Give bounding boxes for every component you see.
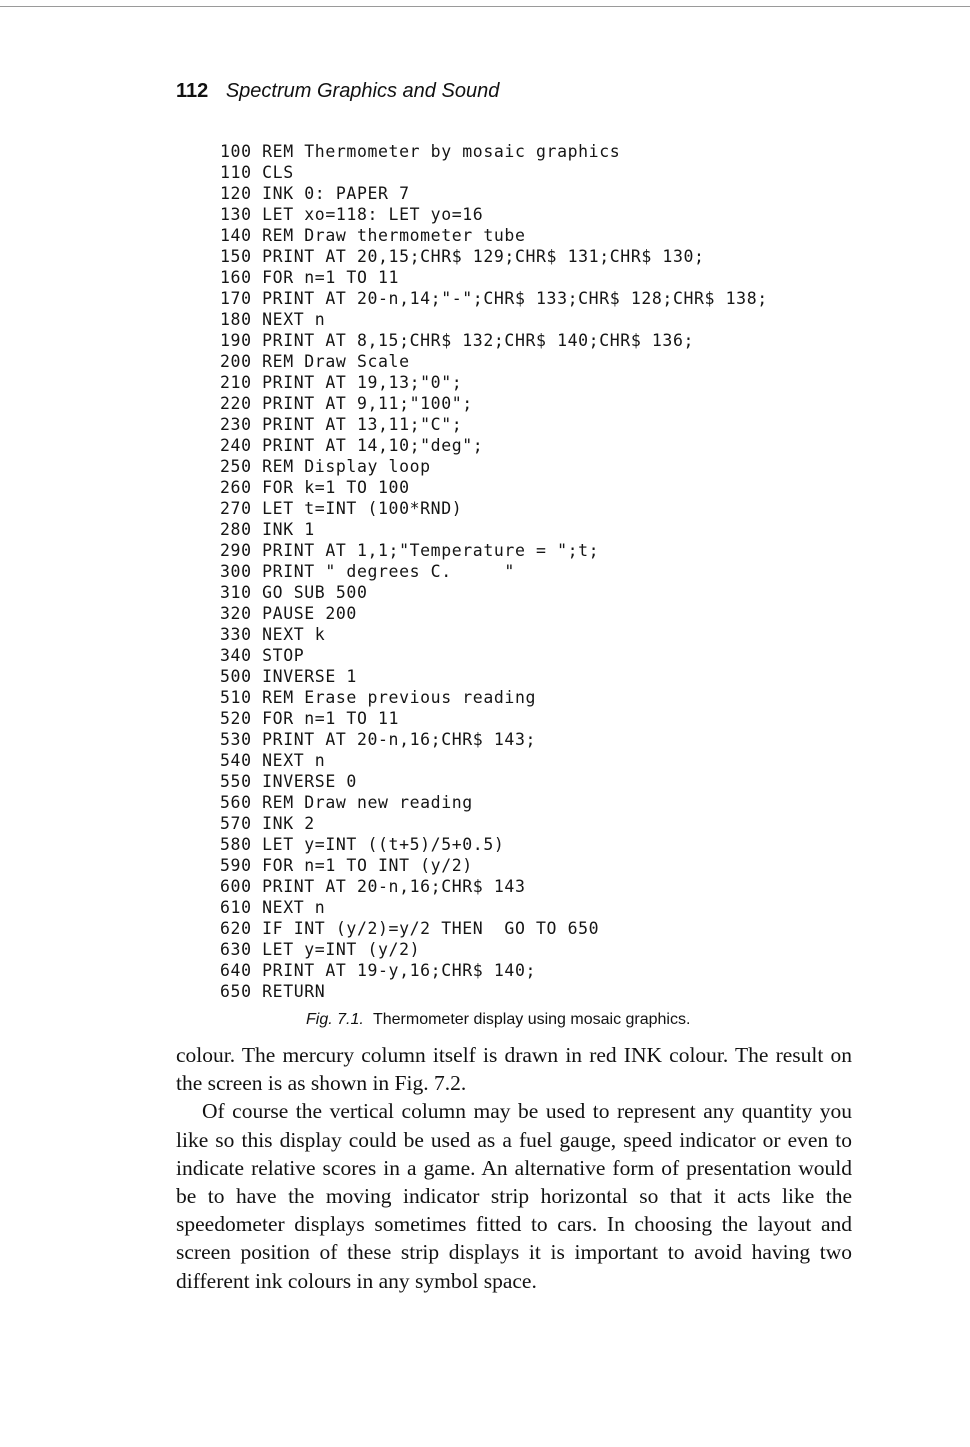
code-line: 620 IF INT (y/2)=y/2 THEN GO TO 650: [220, 919, 600, 938]
code-line: 540 NEXT n: [220, 751, 326, 770]
code-line: 150 PRINT AT 20,15;CHR$ 129;CHR$ 131;CHR$ 130;: [220, 247, 705, 266]
book-title: Spectrum Graphics and Sound: [225, 80, 500, 102]
code-line: 530 PRINT AT 20-n,16;CHR$ 143;: [220, 730, 537, 749]
code-line: 180 NEXT n: [220, 310, 326, 329]
top-rule: [0, 6, 970, 7]
program-listing: [220, 141, 768, 1002]
code-line: 130 LET xo=118: LET yo=16: [220, 205, 484, 224]
code-line: 550 INVERSE 0: [220, 772, 357, 791]
code-line: 260 FOR k=1 TO 100: [220, 478, 410, 497]
code-line: 170 PRINT AT 20-n,14;"-";CHR$ 133;CHR$ 128;CHR$ 138;: [220, 289, 768, 308]
code-line: 220 PRINT AT 9,11;"100";: [220, 394, 473, 413]
code-line: 280 INK 1: [220, 520, 315, 539]
code-line: 330 NEXT k: [220, 625, 326, 644]
code-line: 640 PRINT AT 19-y,16;CHR$ 140;: [220, 961, 537, 980]
code-line: 520 FOR n=1 TO 11: [220, 709, 400, 728]
code-line: 210 PRINT AT 19,13;"0";: [220, 373, 463, 392]
running-head: [176, 80, 499, 103]
code-line: 100 REM Thermometer by mosaic graphics: [220, 142, 621, 161]
code-line: 630 LET y=INT (y/2): [220, 940, 421, 959]
figure-caption-text: Thermometer display using mosaic graphics.: [372, 1011, 691, 1028]
code-line: 200 REM Draw Scale: [220, 352, 410, 371]
code-line: 240 PRINT AT 14,10;"deg";: [220, 436, 484, 455]
code-line: 610 NEXT n: [220, 898, 326, 917]
code-line: 500 INVERSE 1: [220, 667, 357, 686]
paragraph-continued: colour. The mercury column itself is drawn in red INK colour. The result on the screen is as shown in Fig. 7.2.: [176, 1043, 852, 1096]
code-line: 510 REM Erase previous reading: [220, 688, 537, 707]
code-line: 160 FOR n=1 TO 11: [220, 268, 400, 287]
code-line: 340 STOP: [220, 646, 305, 665]
code-line: 190 PRINT AT 8,15;CHR$ 132;CHR$ 140;CHR$ 136;: [220, 331, 695, 350]
code-line: 600 PRINT AT 20-n,16;CHR$ 143: [220, 877, 526, 896]
code-line: 320 PAUSE 200: [220, 604, 357, 623]
code-line: 120 INK 0: PAPER 7: [220, 184, 410, 203]
code-line: 650 RETURN: [220, 982, 326, 1001]
paragraph-alternative-uses: Of course the vertical column may be used to represent any quantity you like so this display could be used as a fuel gauge, speed indicator or even to indicate relative scores in a game. An alternative form of presentation would be to have the moving indicator strip horizontal so that it acts like the speedometer displays sometimes fitted to cars. In choosing the layout and screen position of these strip displays it is important to avoid having two different ink colours in any symbol space.: [176, 1099, 852, 1293]
code-line: 270 LET t=INT (100*RND): [220, 499, 463, 518]
code-line: 590 FOR n=1 TO INT (y/2): [220, 856, 473, 875]
code-line: 290 PRINT AT 1,1;"Temperature = ";t;: [220, 541, 600, 560]
code-line: 140 REM Draw thermometer tube: [220, 226, 526, 245]
code-line: 310 GO SUB 500: [220, 583, 368, 602]
code-line: 250 REM Display loop: [220, 457, 431, 476]
code-line: 580 LET y=INT ((t+5)/5+0.5): [220, 835, 505, 854]
figure-caption: [306, 1011, 690, 1029]
page-number: 112: [176, 80, 209, 102]
code-line: 230 PRINT AT 13,11;"C";: [220, 415, 463, 434]
code-line: 560 REM Draw new reading: [220, 793, 473, 812]
code-line: 300 PRINT " degrees C. ": [220, 562, 515, 581]
figure-label: Fig. 7.1.: [306, 1011, 364, 1028]
code-line: 110 CLS: [220, 163, 294, 182]
body-text: [176, 1041, 852, 1295]
code-line: 570 INK 2: [220, 814, 315, 833]
